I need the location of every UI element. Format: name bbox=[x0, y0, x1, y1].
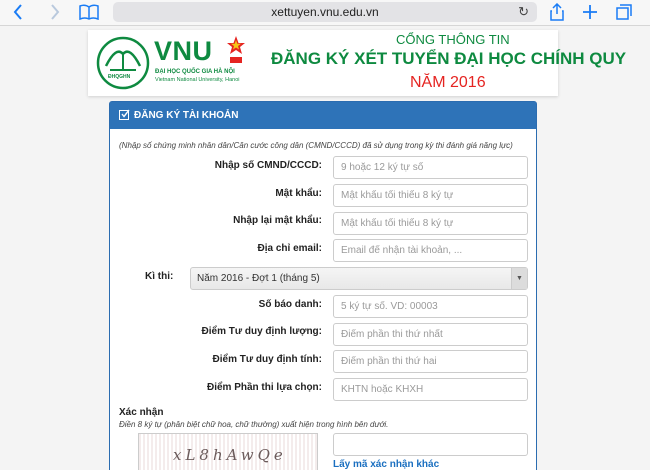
candidate-number-input[interactable] bbox=[333, 295, 528, 318]
exam-select[interactable] bbox=[190, 267, 528, 290]
quant-score-label: Điểm Tư duy định lượng: bbox=[201, 326, 322, 337]
tabs-icon[interactable] bbox=[614, 2, 634, 22]
password-input[interactable] bbox=[333, 184, 528, 207]
browser-toolbar bbox=[0, 0, 650, 26]
qual-score-label: Điểm Tư duy định tính: bbox=[212, 354, 322, 365]
refresh-captcha-link[interactable]: Lấy mã xác nhận khác bbox=[333, 459, 440, 470]
captcha-title: Xác nhận bbox=[119, 407, 164, 418]
portal-heading: CỔNG THÔNG TIN bbox=[396, 32, 510, 47]
panel-title: ĐĂNG KÝ TÀI KHOẢN bbox=[134, 110, 239, 121]
page-title: ĐĂNG KÝ XÉT TUYỂN ĐẠI HỌC CHÍNH QUY bbox=[271, 49, 627, 68]
exam-label: Kì thi: bbox=[145, 271, 174, 282]
confirm-password-label: Nhập lại mật khẩu: bbox=[233, 215, 322, 226]
panel-header bbox=[110, 102, 536, 129]
registration-panel bbox=[109, 101, 537, 470]
cmnd-label: Nhập số CMND/CCCD: bbox=[214, 160, 322, 171]
url-text: xettuyen.vnu.edu.vn bbox=[271, 5, 379, 19]
candidate-number-label: Số báo danh: bbox=[258, 299, 322, 310]
vnu-logo-icon[interactable] bbox=[96, 36, 150, 90]
site-header bbox=[88, 30, 627, 96]
logo-subtitle-en: Vietnam National University, Hanoi bbox=[155, 77, 240, 83]
password-label: Mật khẩu: bbox=[275, 188, 322, 199]
new-tab-icon[interactable] bbox=[580, 2, 600, 22]
exam-selected-value: Năm 2016 - Đợt 1 (tháng 5) bbox=[197, 273, 320, 284]
qual-score-input[interactable] bbox=[333, 350, 528, 373]
logo-subtitle: ĐẠI HỌC QUỐC GIA HÀ NỘI bbox=[155, 69, 235, 75]
panel-note: (Nhập số chứng minh nhân dân/Căn cước công dân (CMND/CCCD) đã sử dụng trong kỳ thi đánh giá năng lực) bbox=[119, 141, 513, 150]
back-icon[interactable] bbox=[8, 2, 28, 22]
cmnd-input[interactable] bbox=[333, 156, 528, 179]
share-icon[interactable] bbox=[547, 2, 567, 22]
edit-checkbox-icon bbox=[119, 109, 130, 123]
captcha-note: Điền 8 ký tự (phân biệt chữ hoa, chữ thường) xuất hiện trong hình bên dưới. bbox=[119, 420, 389, 429]
bookmarks-icon[interactable] bbox=[78, 2, 100, 22]
email-label: Địa chỉ email: bbox=[257, 243, 322, 254]
elective-score-input[interactable] bbox=[333, 378, 528, 401]
vnu-logo-text: VNU bbox=[154, 36, 213, 66]
email-input[interactable] bbox=[333, 239, 528, 262]
chevron-down-icon[interactable]: ▼ bbox=[511, 268, 527, 289]
logo-badge-text: ĐHQGHN bbox=[108, 74, 131, 80]
captcha-input[interactable] bbox=[333, 433, 528, 456]
quant-score-input[interactable] bbox=[333, 323, 528, 346]
address-bar[interactable] bbox=[113, 2, 537, 22]
captcha-image bbox=[138, 433, 318, 470]
reload-icon[interactable]: ↻ bbox=[518, 4, 529, 19]
forward-icon[interactable] bbox=[45, 2, 65, 22]
captcha-image-text: xL8hAwQe bbox=[173, 446, 287, 464]
elective-score-label: Điểm Phần thi lựa chọn: bbox=[206, 382, 322, 393]
year-heading: NĂM 2016 bbox=[410, 74, 486, 91]
confirm-password-input[interactable] bbox=[333, 212, 528, 235]
